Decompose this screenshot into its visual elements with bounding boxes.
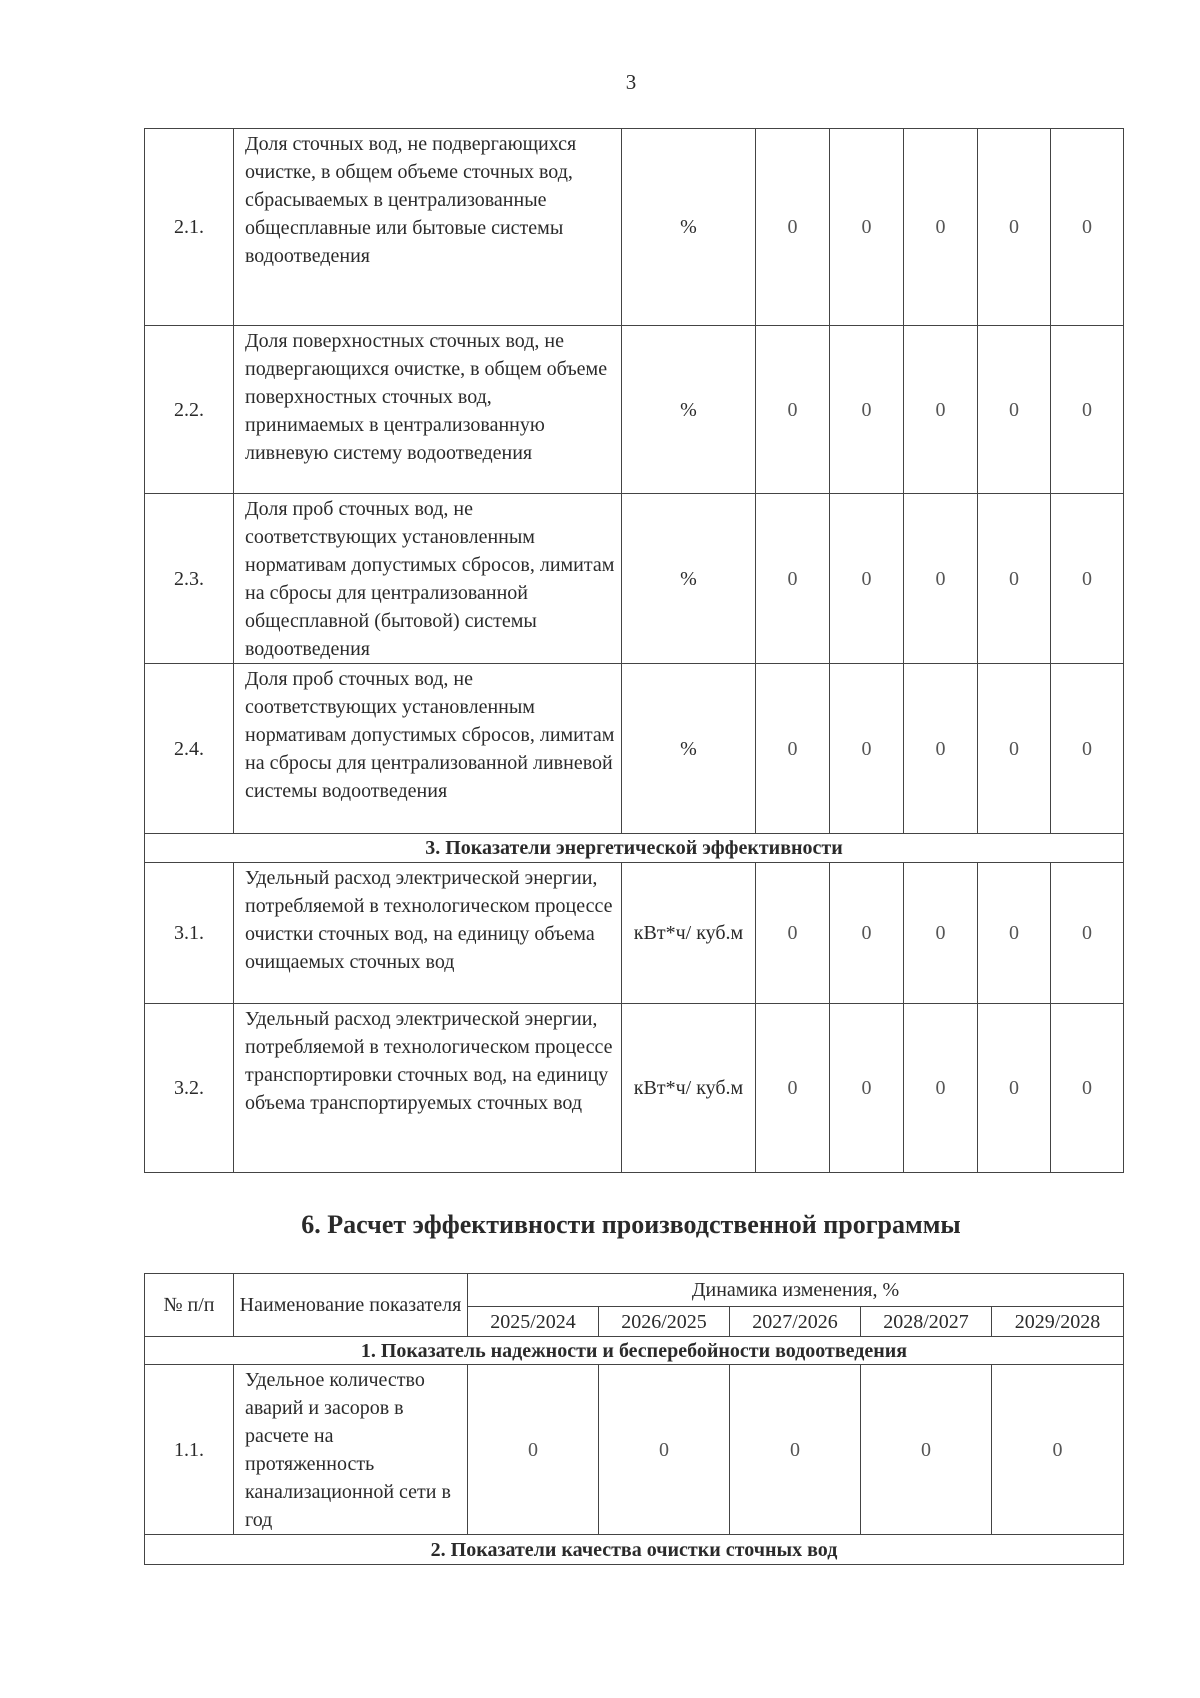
value-cell: 0 <box>756 129 830 326</box>
value-cell: 0 <box>756 863 830 1004</box>
value-cell: 0 <box>978 664 1051 834</box>
row-number: 2.2. <box>145 326 234 494</box>
section-title: 1. Показатель надежности и бесперебойности водоотведения <box>145 1337 1124 1365</box>
value-cell: 0 <box>830 326 904 494</box>
value-cell: 0 <box>830 494 904 664</box>
table-row <box>145 129 1124 326</box>
indicator-name: Доля проб сточных вод, не соответствующих установленным нормативам допустимых сбросов, лимитам на сбросы для централизованной ливневой системы водоотведения <box>234 664 622 834</box>
value-cell: 0 <box>1051 664 1124 834</box>
header-row <box>145 1274 1124 1307</box>
value-cell: 0 <box>904 863 978 1004</box>
indicators-table <box>144 128 1124 1173</box>
row-number: 3.1. <box>145 863 234 1004</box>
indicator-name: Удельный расход электрической энергии, потребляемой в технологическом процессе транспортировки сточных вод, на единицу объема транспортируемых сточных вод <box>234 1004 622 1173</box>
value-cell: 0 <box>904 494 978 664</box>
table-row <box>145 326 1124 494</box>
year-header: 2028/2027 <box>861 1307 992 1337</box>
table-row <box>145 863 1124 1004</box>
value-cell: 0 <box>978 1004 1051 1173</box>
section-row <box>145 1337 1124 1365</box>
value-cell: 0 <box>756 494 830 664</box>
table-row <box>145 1004 1124 1173</box>
year-header: 2026/2025 <box>599 1307 730 1337</box>
year-header: 2029/2028 <box>992 1307 1124 1337</box>
value-cell: 0 <box>599 1365 730 1535</box>
section-title: 3. Показатели энергетической эффективности <box>145 834 1124 863</box>
unit-cell: % <box>622 326 756 494</box>
value-cell: 0 <box>992 1365 1124 1535</box>
value-cell: 0 <box>756 326 830 494</box>
value-cell: 0 <box>904 664 978 834</box>
indicator-name: Доля сточных вод, не подвергающихся очистке, в общем объеме сточных вод, сбрасываемых в централизованные общесплавные или бытовые системы водоотведения <box>234 129 622 326</box>
efficiency-table <box>144 1273 1124 1565</box>
value-cell: 0 <box>756 1004 830 1173</box>
value-cell: 0 <box>978 326 1051 494</box>
unit-cell: % <box>622 494 756 664</box>
row-number: 2.1. <box>145 129 234 326</box>
value-cell: 0 <box>904 129 978 326</box>
section-row <box>145 834 1124 863</box>
section-row <box>145 1535 1124 1565</box>
value-cell: 0 <box>1051 1004 1124 1173</box>
table-row <box>145 494 1124 664</box>
row-number: 2.3. <box>145 494 234 664</box>
value-cell: 0 <box>1051 494 1124 664</box>
col-header-dynamics: Динамика изменения, % <box>468 1274 1124 1307</box>
value-cell: 0 <box>756 664 830 834</box>
table-row <box>145 664 1124 834</box>
table-row <box>145 1365 1124 1535</box>
value-cell: 0 <box>904 326 978 494</box>
col-header-number: № п/п <box>145 1274 234 1337</box>
unit-cell: кВт*ч/ куб.м <box>622 1004 756 1173</box>
value-cell: 0 <box>730 1365 861 1535</box>
value-cell: 0 <box>978 494 1051 664</box>
value-cell: 0 <box>904 1004 978 1173</box>
row-number: 1.1. <box>145 1365 234 1535</box>
value-cell: 0 <box>830 1004 904 1173</box>
value-cell: 0 <box>978 129 1051 326</box>
section-heading: 6. Расчет эффективности производственной программы <box>301 1210 961 1239</box>
unit-cell: % <box>622 129 756 326</box>
row-number: 2.4. <box>145 664 234 834</box>
value-cell: 0 <box>1051 863 1124 1004</box>
section-title: 2. Показатели качества очистки сточных вод <box>145 1535 1124 1565</box>
year-header: 2025/2024 <box>468 1307 599 1337</box>
col-header-name: Наименование показателя <box>234 1274 468 1337</box>
indicator-name: Удельный расход электрической энергии, потребляемой в технологическом процессе очистки сточных вод, на единицу объема очищаемых сточных вод <box>234 863 622 1004</box>
value-cell: 0 <box>830 664 904 834</box>
indicator-name: Доля проб сточных вод, не соответствующих установленным нормативам допустимых сбросов, лимитам на сбросы для централизованной общесплавной (бытовой) системы водоотведения <box>234 494 622 664</box>
value-cell: 0 <box>861 1365 992 1535</box>
value-cell: 0 <box>830 863 904 1004</box>
value-cell: 0 <box>830 129 904 326</box>
value-cell: 0 <box>1051 129 1124 326</box>
page-number: 3 <box>625 70 637 94</box>
value-cell: 0 <box>978 863 1051 1004</box>
row-number: 3.2. <box>145 1004 234 1173</box>
year-header: 2027/2026 <box>730 1307 861 1337</box>
value-cell: 0 <box>1051 326 1124 494</box>
unit-cell: % <box>622 664 756 834</box>
unit-cell: кВт*ч/ куб.м <box>622 863 756 1004</box>
indicator-name: Доля поверхностных сточных вод, не подвергающихся очистке, в общем объеме поверхностных сточных вод, принимаемых в централизованную ливневую систему водоотведения <box>234 326 622 494</box>
indicator-name: Удельное количество аварий и засоров в расчете на протяженность канализационной сети в год <box>234 1365 468 1535</box>
value-cell: 0 <box>468 1365 599 1535</box>
